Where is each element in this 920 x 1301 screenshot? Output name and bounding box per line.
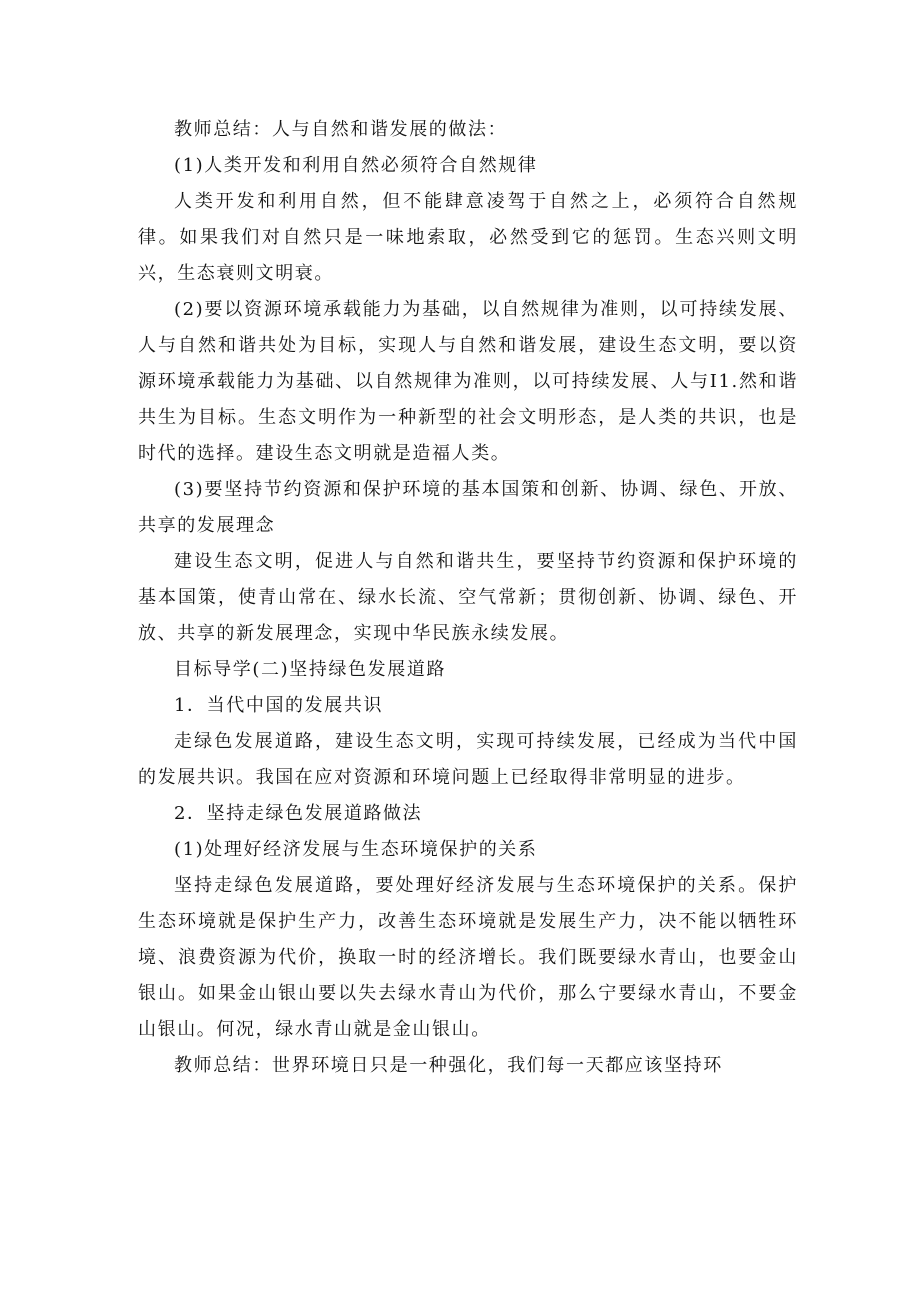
point-2-body: (2)要以资源环境承载能力为基础，以自然规律为准则，以可持续发展、人与自然和谐共处为目标，实现人与自然和谐发展，建设生态文明，要以资源环境承载能力为基础、以自然规律为准则，以可持续发展、人与I1.然和谐共生为目标。生态文明作为一种新型的社会文明形态，是人类的共识，也是时代的选择。建设生态文明就是造福人类。 xyxy=(138,299,798,464)
subsection-1-heading: 1．当代中国的发展共识 xyxy=(174,695,384,716)
subsection-2-point-1-heading: (1)处理好经济发展与生态环境保护的关系 xyxy=(174,839,538,860)
teacher-summary-closing: 教师总结：世界环境日只是一种强化，我们每一天都应该坚持环 xyxy=(174,1055,723,1076)
subsection-1-body: 走绿色发展道路，建设生态文明，实现可持续发展，已经成为当代中国的发展共识。我国在应对资源和环境问题上已经取得非常明显的进步。 xyxy=(138,731,798,788)
point-3-body: 建设生态文明，促进人与自然和谐共生，要坚持节约资源和保护环境的基本国策，使青山常在、绿水长流、空气常新；贯彻创新、协调、绿色、开放、共享的新发展理念，实现中华民族永续发展。 xyxy=(138,551,798,644)
teacher-summary-heading: 教师总结：人与自然和谐发展的做法： xyxy=(174,119,508,140)
subsection-2-point-1-body: 坚持走绿色发展道路，要处理好经济发展与生态环境保护的关系。保护生态环境就是保护生产力，改善生态环境就是发展生产力，决不能以牺牲环境、浪费资源为代价，换取一时的经济增长。我们既要绿水青山，也要金山银山。如果金山银山要以失去绿水青山为代价，那么宁要绿水青山，不要金山银山。何况，绿水青山就是金山银山。 xyxy=(138,875,798,1040)
point-1-heading: (1)人类开发和利用自然必须符合自然规律 xyxy=(174,155,538,176)
point-1-body: 人类开发和利用自然，但不能肆意凌驾于自然之上，必须符合自然规律。如果我们对自然只是一味地索取，必然受到它的惩罚。生态兴则文明兴，生态衰则文明衰。 xyxy=(138,191,798,284)
section-2-heading: 目标导学(二)坚持绿色发展道路 xyxy=(174,659,447,680)
document-body xyxy=(138,112,798,1084)
point-3-heading: (3)要坚持节约资源和保护环境的基本国策和创新、协调、绿色、开放、共享的发展理念 xyxy=(138,479,798,536)
subsection-2-heading: 2．坚持走绿色发展道路做法 xyxy=(174,803,423,824)
